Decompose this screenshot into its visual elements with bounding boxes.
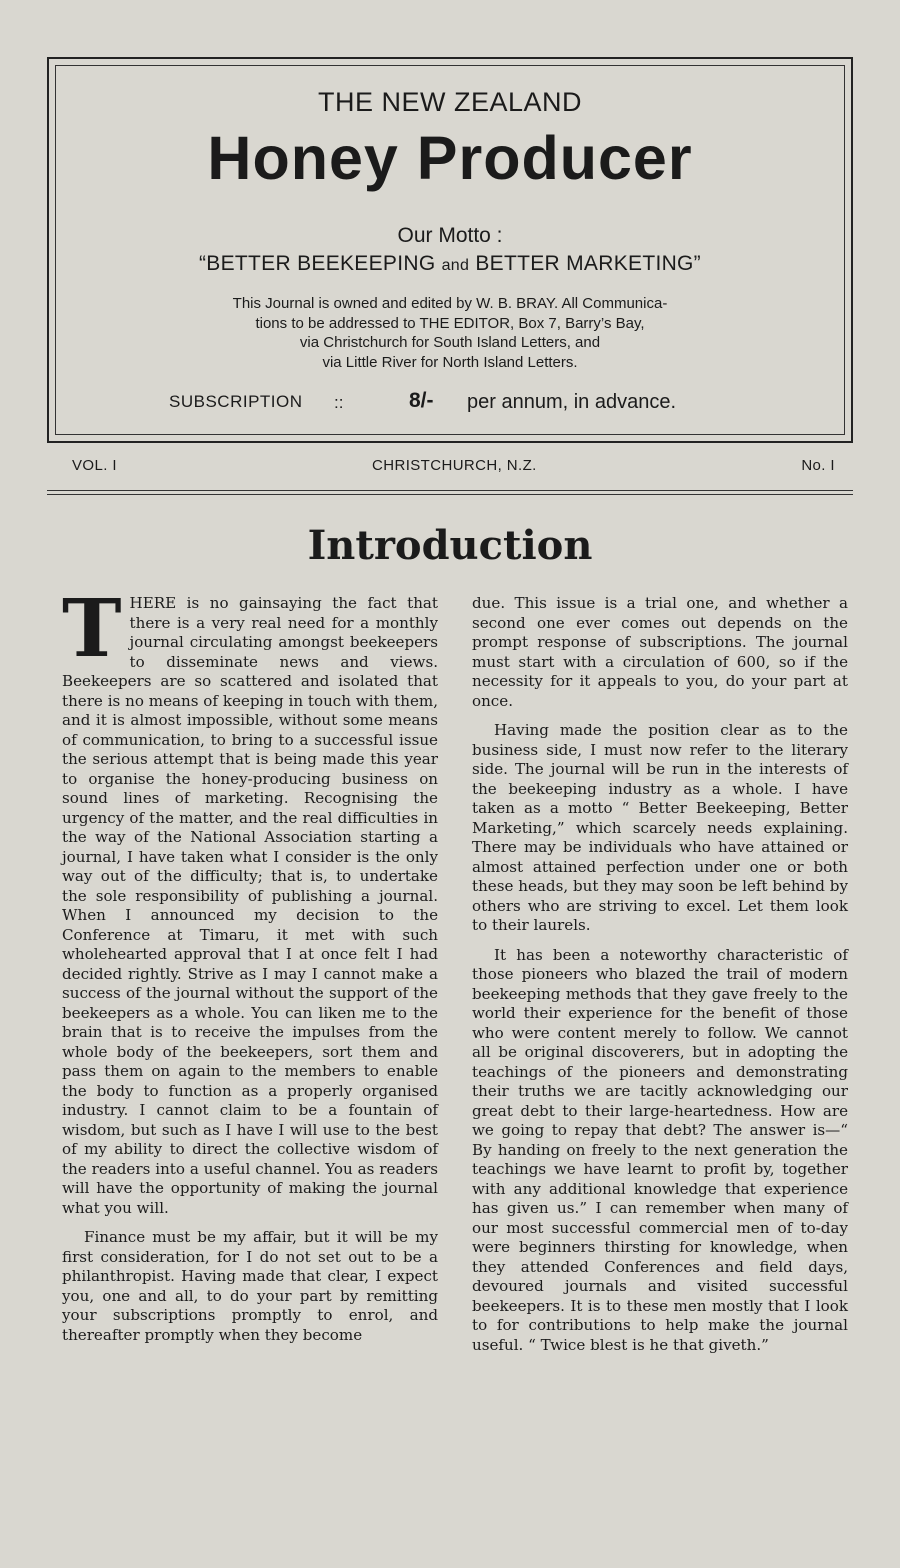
article-column-right	[472, 594, 848, 1365]
article-paragraph: due. This issue is a trial one, and whether a second one ever comes out depends on the prompt response of subscriptions. The journal must start with a circulation of 600, so if the necessity for it appeals to you, do your part at once.	[472, 594, 848, 710]
notice-line: via Christchurch for South Island Letters, and	[299, 334, 601, 351]
masthead-title: Honey Producer	[207, 124, 693, 192]
article-heading: Introduction	[307, 522, 593, 569]
issue-line	[47, 451, 853, 491]
drop-cap: T	[62, 581, 122, 675]
subscription-separator: ::	[334, 393, 344, 412]
masthead-inner-frame	[55, 65, 845, 435]
article-paragraph	[62, 581, 438, 1218]
divider-rule	[47, 494, 853, 495]
editorial-notice	[49, 294, 851, 372]
notice-line: tions to be addressed to THE EDITOR, Box 7, Barry’s Bay,	[255, 314, 645, 332]
article-paragraph: Finance must be my affair, but it will be my first consideration, for I do not set out to be a philanthropist. Having made that clear, I expect you, one and all, to do your part by remitting your subscriptions promptly to enrol, and thereafter promptly when they become	[62, 1228, 438, 1344]
article-paragraph: It has been a noteworthy characteristic of those pioneers who blazed the trail of modern beekeeping methods that they gave freely to the world their experience for the benefit of those who were content merely to follow. We cannot all be original discoverers, but in adopting the teachings of the pioneers and demonstrating their truths we are tacitly acknowledging our great debt to their large-heartedness. How are we going to repay that debt? The answer is—“ By handing on freely to the next generation the teachings we have learnt to profit by, together with any additional knowledge that experience has given us.” I can remember when many of our most successful commercial men of to-day were beginners thirsting for knowledge, when they attended Conferences and field days, devoured journals and visited successful beekeepers. It is to these men mostly that I look to for contributions to help make the journal useful. “ Twice blest is he that giveth.”	[472, 945, 848, 1354]
volume-number: VOL. I	[72, 457, 117, 474]
motto-part-1: “BETTER BEEKEEPING	[199, 252, 436, 275]
masthead-box	[47, 57, 853, 443]
notice-line: This Journal is owned and edited by W. B. BRAY. All Communica-	[232, 295, 668, 312]
motto-label: Our Motto :	[397, 224, 503, 247]
motto-and: and	[441, 257, 470, 274]
paragraph-text: HERE is no gainsaying the fact that there is a very real need for a monthly journal circulating amongst beekeepers to disseminate news and views. Beekeepers are so scattered and isolated that there is no means of keeping in touch with them, and it is almost impossible, without some means of communication, to bring to a successful issue the serious attempt that is being made this year to organise the honey-producing business on sound lines of marketing. Recognising the urgency of the matter, and the real difficulties in the way of the National Association starting a journal, I have taken what I consider is the only way out of the difficulty; that is, to undertake the sole responsibility of publishing a journal. When I announced my decision to the Conference at Timaru, it met with such wholehearted approval that I at once felt I had decided rightly. Strive as I may I cannot make a success of the journal without the support of the beekeepers as a whole. You can liken me to the brain that is to receive the impulses from the whole body of the beekeepers, sort them and pass them on again to the members to enable the body to function as a properly organised industry. I cannot claim to be a fountain of wisdom, but such as I have I will use to the best of my ability to direct the collective wisdom of the readers into a useful channel. You as readers will have the opportunity of making the journal what you will.	[62, 594, 438, 1217]
notice-line: via Little River for North Island Letters.	[322, 353, 578, 371]
article-column-left	[62, 581, 438, 1355]
subscription-price: 8/-	[409, 389, 434, 412]
masthead-kicker: THE NEW ZEALAND	[317, 87, 583, 117]
subscription-line	[49, 389, 851, 417]
publication-place: CHRISTCHURCH, N.Z.	[372, 457, 537, 474]
divider-rule	[47, 490, 853, 491]
article-paragraph: Having made the position clear as to the business side, I must now refer to the literary side. The journal will be run in the interests of the beekeeping industry as a whole. I have taken as a motto “ Better Beekeeping, Better Marketing,” which scarcely needs explaining. There may be individuals who have attained or almost attained perfection under one or both these heads, but they may soon be left behind by others who are striving to excel. Let them look to their laurels.	[472, 721, 848, 934]
subscription-label: SUBSCRIPTION	[169, 392, 303, 411]
motto-part-2: BETTER MARKETING”	[475, 252, 701, 275]
motto-text	[49, 252, 851, 276]
issue-number: No. I	[801, 457, 835, 474]
subscription-terms: per annum, in advance.	[467, 391, 677, 413]
